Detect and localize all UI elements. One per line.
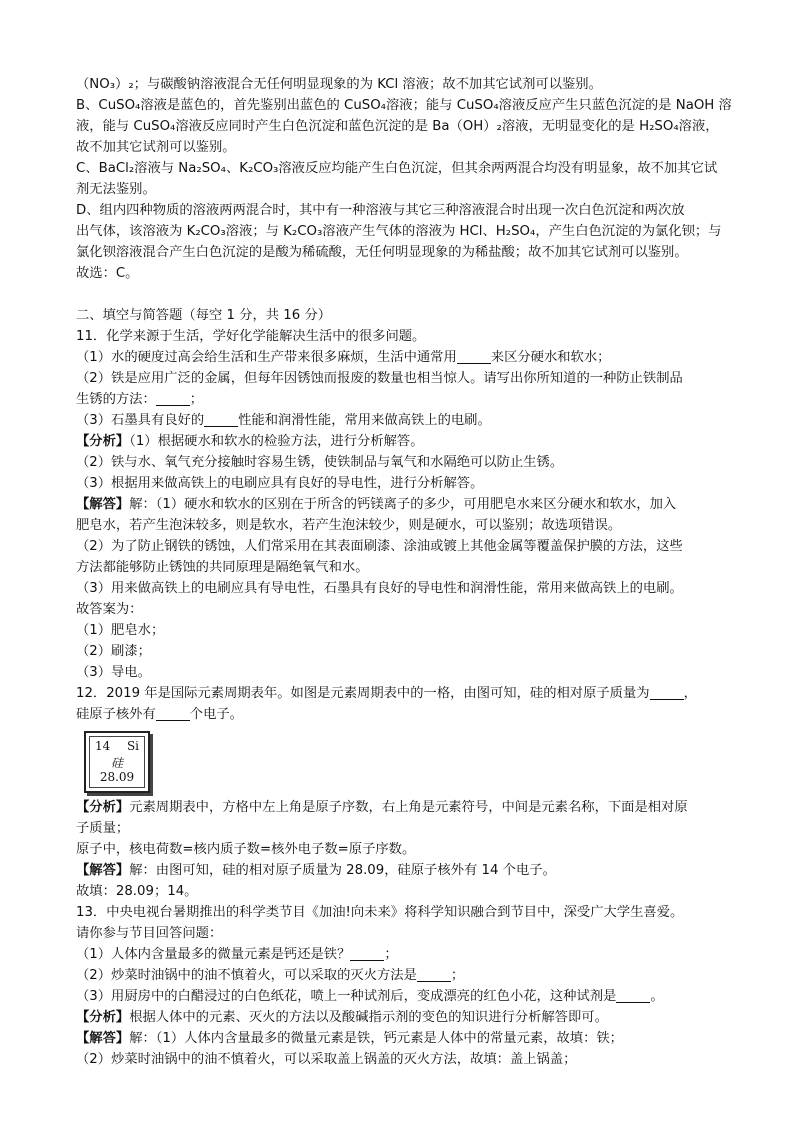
solution-line: 【解答】解：（1）硬水和软水的区别在于所含的钙镁离子的多少，可用肥皂水来区分硬水和软水，加入	[76, 497, 677, 512]
text-line: （2）炒菜时油锅中的油不慎着火，可以采取盖上锅盖的灭火方法，故填：盖上锅盖；	[76, 1052, 577, 1067]
text-line: D、组内四种物质的溶液两两混合时，其中有一种溶液与其它三种溶液混合时出现一次白色沉淀和两次放	[76, 203, 685, 218]
text-line: B、CuSO₄溶液是蓝色的，首先鉴别出蓝色的 CuSO₄溶液；能与 CuSO₄溶液反应产生只蓝色沉淀的是 NaOH 溶	[76, 98, 732, 113]
text-line: （2）刷漆；	[76, 644, 151, 659]
answer-blank	[350, 946, 384, 961]
text-line: （3）用来做高铁上的电刷应具有导电性，石墨具有良好的导电性和润滑性能，常用来做高铁上的电刷。	[76, 581, 683, 596]
text-line: （1）水的硬度过高会给生活和生产带来很多麻烦，生活中通常用 来区分硬水和软水；	[76, 350, 611, 365]
question-11: 11．化学来源于生活，学好化学能解决生活中的很多问题。	[76, 329, 426, 344]
text-line: （3）根据用来做高铁上的电刷应具有良好的导电性，进行分析解答。	[76, 476, 484, 491]
text-line: 肥皂水，若产生泡沫较多，则是软水，若产生泡沫较少，则是硬水，可以鉴别；故选项错误。	[76, 518, 622, 533]
text-line: （3）石墨具有良好的 性能和润滑性能，常用来做高铁上的电刷。	[76, 413, 491, 428]
text-line: 请你参与节目回答问题：	[76, 926, 223, 941]
text-line: （2）炒菜时油锅中的油不慎着火，可以采取的灭火方法是 ；	[76, 968, 465, 983]
text-line: 故不加其它试剂可以鉴别。	[76, 140, 236, 155]
text-line: 故填：28.09；14。	[76, 884, 198, 899]
analysis-label: 【分析】	[76, 800, 130, 815]
answer-blank	[204, 412, 238, 427]
text-line: （3）导电。	[76, 665, 151, 680]
analysis-line: 【分析】根据人体中的元素、灭火的方法以及酸碱指示剂的变色的知识进行分析解答即可。	[76, 1010, 608, 1025]
text-line: 硅原子核外有 个电子。	[76, 707, 243, 722]
analysis-line: 【分析】（1）根据硬水和软水的检验方法，进行分析解答。	[76, 434, 424, 449]
text-line: 液，能与 CuSO₄溶液反应同时产生白色沉淀和蓝色沉淀的是 Ba（OH）₂溶液，无明显变化的是 H₂SO₄溶液，	[76, 119, 719, 134]
text-line: （1）人体内含量最多的微量元素是钙还是铁？ ；	[76, 947, 398, 962]
element-symbol: Si	[126, 739, 139, 753]
element-tile	[84, 731, 150, 793]
atomic-number: 14	[95, 739, 111, 753]
text-line: 出气体，该溶液为 K₂CO₃溶液；与 K₂CO₃溶液产生气体的溶液为 HCl、H₂SO₄，产生白色沉淀的为氯化钡；与	[76, 224, 722, 239]
text-line: 故选：C。	[76, 266, 139, 281]
text-line: （2）铁是应用广泛的金属，但每年因锈蚀而报废的数量也相当惊人。请写出你所知道的一种防止铁制品	[76, 371, 683, 386]
solution-label: 【解答】	[76, 863, 130, 878]
blank-line	[76, 284, 726, 305]
text-line: （NO₃）₂；与碳酸钠溶液混合无任何明显现象的为 KCl 溶液；故不加其它试剂可以鉴别。	[76, 77, 602, 92]
section-heading: 二、填空与简答题（每空 1 分，共 16 分）	[76, 308, 332, 323]
answer-blank	[417, 967, 451, 982]
text-line: （2）为了防止钢铁的锈蚀，人们常采用在其表面刷漆、涂油或镀上其他金属等覆盖保护膜的方法，这些	[76, 539, 683, 554]
text-line: （3）用厨房中的白醋浸过的白色纸花，喷上一种试剂后，变成漂亮的红色小花，这种试剂是 。	[76, 989, 664, 1004]
text-line: （2）铁与水、氧气充分接触时容易生锈，使铁制品与氧气和水隔绝可以防止生锈。	[76, 455, 564, 470]
text-line: 子质量；	[76, 821, 130, 836]
element-tile-figure	[76, 725, 726, 797]
solution-label: 【解答】	[76, 497, 130, 512]
text-line: C、BaCl₂溶液与 Na₂SO₄、K₂CO₃溶液反应均能产生白色沉淀，但其余两两混合均没有明显象，故不加其它试	[76, 161, 718, 176]
question-12: 12．2019 年是国际元素周期表年。如图是元素周期表中的一格，由图可知，硅的相对原子质量为 ，	[76, 686, 697, 701]
element-name: 硅	[110, 756, 123, 770]
document-page	[76, 74, 732, 1070]
answer-blank	[616, 988, 650, 1003]
text-line: （1）肥皂水；	[76, 623, 165, 638]
analysis-line: 【分析】元素周期表中，方格中左上角是原子序数，右上角是元素符号，中间是元素名称，下面是相对原	[76, 800, 688, 815]
solution-line: 【解答】解：由图可知，硅的相对原子质量为 28.09，硅原子核外有 14 个电子。	[76, 863, 556, 878]
text-line: 原子中，核电荷数=核内质子数=核外电子数=原子序数。	[76, 842, 416, 857]
question-13: 13．中央电视台暑期推出的科学类节目《加油!向未来》将科学知识融合到节目中，深受广大学生喜爱。	[76, 905, 684, 920]
analysis-label: 【分析】	[76, 434, 130, 449]
answer-blank	[156, 706, 190, 721]
text-line: 氯化钡溶液混合产生白色沉淀的是酸为稀硫酸，无任何明显现象的为稀盐酸；故不加其它试剂可以鉴别。	[76, 245, 688, 260]
text-line: 剂无法鉴别。	[76, 182, 156, 197]
answer-blank	[156, 391, 190, 406]
answer-blank	[650, 685, 684, 700]
answer-blank	[457, 349, 491, 364]
text-line: 故答案为：	[76, 602, 143, 617]
text-line: 生锈的方法： ；	[76, 392, 204, 407]
atomic-mass: 28.09	[99, 770, 135, 784]
analysis-label: 【分析】	[76, 1010, 130, 1025]
solution-label: 【解答】	[76, 1031, 130, 1046]
solution-line: 【解答】解：（1）人体内含量最多的微量元素是铁，钙元素是人体中的常量元素，故填：铁；	[76, 1031, 623, 1046]
text-line: 方法都能够防止锈蚀的共同原理是隔绝氧气和水。	[76, 560, 369, 575]
